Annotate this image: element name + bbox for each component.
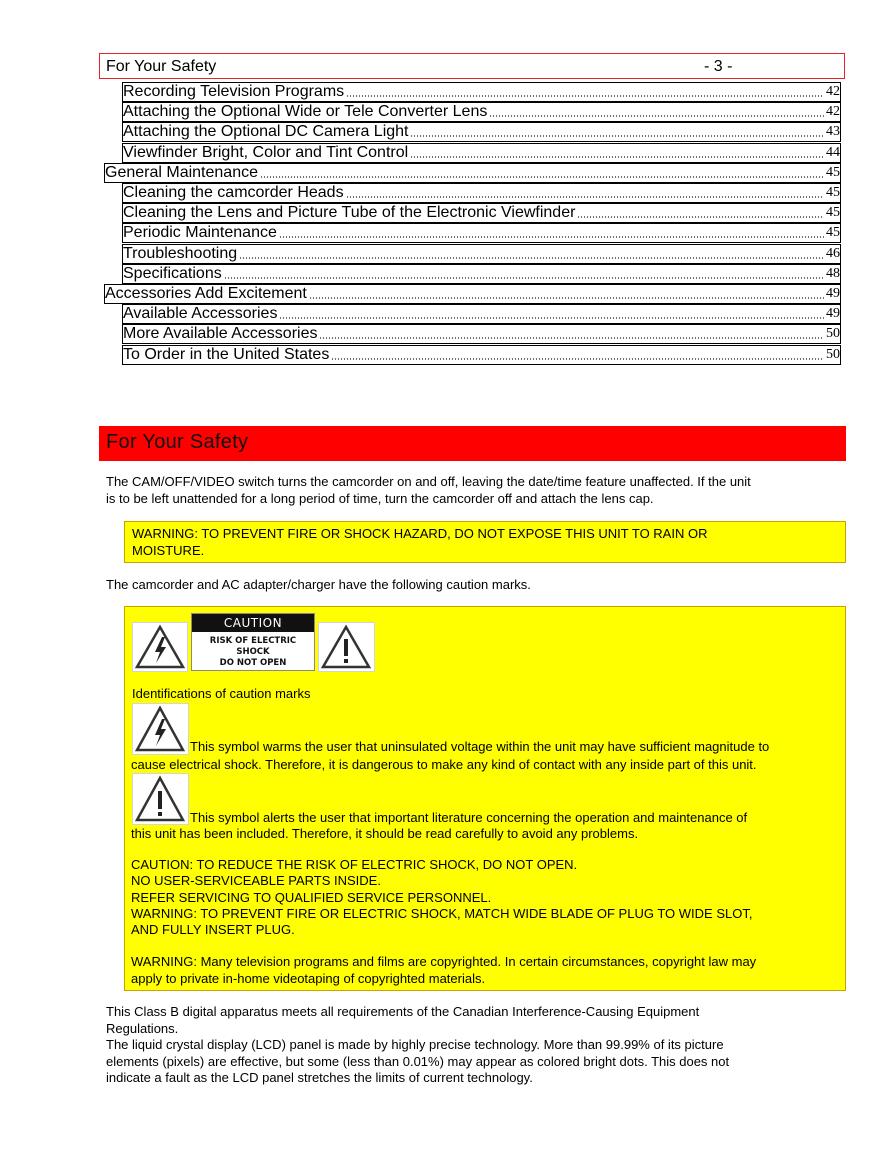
- toc-entry[interactable]: [122, 304, 841, 324]
- exclamation-triangle-icon: [133, 774, 188, 824]
- symbol2-text-line: This symbol alerts the user that important literature concerning the operation and maintenance of: [190, 810, 748, 825]
- toc-entry[interactable]: [122, 264, 841, 284]
- toc-leader-dots: [279, 236, 824, 238]
- toc-entry[interactable]: [104, 284, 841, 304]
- toc-entry-label: To Order in the United States: [123, 346, 330, 363]
- toc-entry[interactable]: [122, 244, 841, 264]
- intro-line: is to be left unattended for a long period of time, turn the camcorder off and attach the lens cap.: [106, 490, 654, 506]
- section-banner: [99, 426, 846, 461]
- toc-entry[interactable]: [122, 223, 841, 243]
- toc-entry[interactable]: [104, 163, 841, 183]
- toc-leader-dots: [346, 95, 824, 97]
- toc-entry-page: 42: [826, 104, 840, 119]
- toc-entry-label: Accessories Add Excitement: [105, 285, 307, 302]
- toc-leader-dots: [410, 156, 824, 158]
- toc-leader-dots: [224, 277, 824, 279]
- toc-entry-page: 49: [826, 286, 840, 301]
- caution-caption: CAUTION: [192, 614, 314, 632]
- caution-line: NO USER-SERVICEABLE PARTS INSIDE.: [131, 873, 381, 889]
- caution-sign: [191, 613, 315, 671]
- copyright-warning: [131, 954, 841, 987]
- toc-entry-page: 42: [826, 84, 840, 99]
- toc-entry-page: 50: [826, 326, 840, 341]
- toc-entry-label: Specifications: [123, 265, 222, 282]
- toc-entry-label: Cleaning the camcorder Heads: [123, 184, 344, 201]
- toc-entry[interactable]: [122, 122, 841, 142]
- caution-line: REFER SERVICING TO QUALIFIED SERVICE PERSONNEL.: [131, 889, 492, 905]
- lightning-warning-sign: [132, 703, 189, 755]
- footer-line: The liquid crystal display (LCD) panel is made by highly precise technology. More than 99.99% of its picture: [106, 1037, 724, 1052]
- exclamation-warning-sign: [132, 773, 189, 825]
- caution-statements: [131, 857, 841, 938]
- toc-entry-label: More Available Accessories: [123, 325, 318, 342]
- toc-entry-label: Cleaning the Lens and Picture Tube of the Electronic Viewfinder: [123, 204, 576, 221]
- header-title: For Your Safety: [106, 58, 217, 75]
- identifications-heading: Identifications of caution marks: [132, 686, 311, 701]
- caution-line: WARNING: TO PREVENT FIRE OR ELECTRIC SHOCK, MATCH WIDE BLADE OF PLUG TO WIDE SLOT,: [131, 905, 753, 921]
- toc-entry-page: 43: [826, 124, 840, 139]
- toc-entry[interactable]: [122, 183, 841, 203]
- toc-leader-dots: [346, 196, 824, 198]
- toc-leader-dots: [279, 317, 824, 319]
- toc-entry-label: Viewfinder Bright, Color and Tint Control: [123, 144, 409, 161]
- toc-entry[interactable]: [122, 143, 841, 163]
- copyright-line: apply to private in-home videotaping of copyrighted materials.: [131, 970, 486, 986]
- toc-leader-dots: [577, 216, 824, 218]
- toc-entry[interactable]: [122, 82, 841, 102]
- toc-entry-page: 45: [826, 165, 840, 180]
- footer-notes: [106, 1004, 846, 1087]
- toc-entry-page: 50: [826, 347, 840, 362]
- toc-entry[interactable]: [122, 345, 841, 365]
- toc-leader-dots: [410, 135, 824, 137]
- footer-line: elements (pixels) are effective, but some (less than 0.01%) may appear as colored bright dots. This does not: [106, 1053, 730, 1069]
- toc-entry[interactable]: [122, 203, 841, 223]
- exclamation-triangle-icon: [319, 623, 374, 671]
- marks-intro: The camcorder and AC adapter/charger have the following caution marks.: [106, 577, 531, 592]
- footer-line: indicate a fault as the LCD panel stretches the limits of current technology.: [106, 1070, 533, 1085]
- toc-entry-label: Attaching the Optional DC Camera Light: [123, 123, 409, 140]
- toc-leader-dots: [260, 176, 824, 178]
- toc-entry-label: Troubleshooting: [123, 245, 238, 262]
- toc-entry-page: 48: [826, 266, 840, 281]
- toc-entry-label: Periodic Maintenance: [123, 224, 277, 241]
- toc-entry-label: General Maintenance: [105, 164, 258, 181]
- symbol1-text-line: This symbol warms the user that uninsulated voltage within the unit may have sufficient magnitude to: [190, 739, 770, 754]
- caution-sign-line: DO NOT OPEN: [219, 658, 287, 668]
- lightning-triangle-icon: [133, 704, 188, 754]
- toc-entry-label: Attaching the Optional Wide or Tele Converter Lens: [123, 103, 488, 120]
- toc-entry-page: 49: [826, 306, 840, 321]
- section-title: For Your Safety: [106, 431, 249, 453]
- footer-line: This Class B digital apparatus meets all requirements of the Canadian Interference-Causing Equipment: [106, 1004, 700, 1019]
- toc-leader-dots: [319, 337, 824, 339]
- toc-entry-page: 44: [826, 145, 840, 160]
- caution-line: AND FULLY INSERT PLUG.: [131, 922, 295, 938]
- toc-entry[interactable]: [122, 102, 841, 122]
- copyright-line: WARNING: Many television programs and films are copyrighted. In certain circumstances, copyright law may: [131, 954, 757, 969]
- toc-entry[interactable]: [122, 324, 841, 344]
- footer-line: Regulations.: [106, 1020, 179, 1036]
- lightning-triangle-icon: [133, 623, 187, 671]
- intro-line: The CAM/OFF/VIDEO switch turns the camcorder on and off, leaving the date/time feature unaffected. If the unit: [106, 474, 751, 489]
- toc-leader-dots: [239, 257, 824, 259]
- toc-leader-dots: [309, 297, 824, 299]
- exclamation-warning-sign: [318, 622, 375, 672]
- toc-leader-dots: [489, 115, 824, 117]
- symbol2-text-line: this unit has been included. Therefore, it should be read carefully to avoid any problems.: [131, 826, 639, 841]
- toc-entry-label: Available Accessories: [123, 305, 278, 322]
- toc-leader-dots: [331, 358, 824, 360]
- table-of-contents: [0, 0, 893, 370]
- caution-line: CAUTION: TO REDUCE THE RISK OF ELECTRIC SHOCK, DO NOT OPEN.: [131, 857, 578, 872]
- warning-box: [124, 521, 846, 563]
- lightning-warning-sign: [132, 622, 188, 672]
- warning-line: WARNING: TO PREVENT FIRE OR SHOCK HAZARD, DO NOT EXPOSE THIS UNIT TO RAIN OR: [132, 526, 708, 541]
- toc-entry-page: 45: [826, 205, 840, 220]
- toc-entry-page: 46: [826, 246, 840, 261]
- warning-line: MOISTURE.: [132, 542, 205, 558]
- toc-entry-page: 45: [826, 185, 840, 200]
- symbol1-text-line: cause electrical shock. Therefore, it is dangerous to make any kind of contact with any inside part of this unit.: [131, 757, 757, 772]
- toc-entry-page: 45: [826, 225, 840, 240]
- toc-entry-label: Recording Television Programs: [123, 83, 345, 100]
- intro-paragraph: [106, 474, 846, 507]
- caution-sign-line: RISK OF ELECTRIC SHOCK: [209, 636, 297, 657]
- page-number: - 3 -: [704, 58, 733, 75]
